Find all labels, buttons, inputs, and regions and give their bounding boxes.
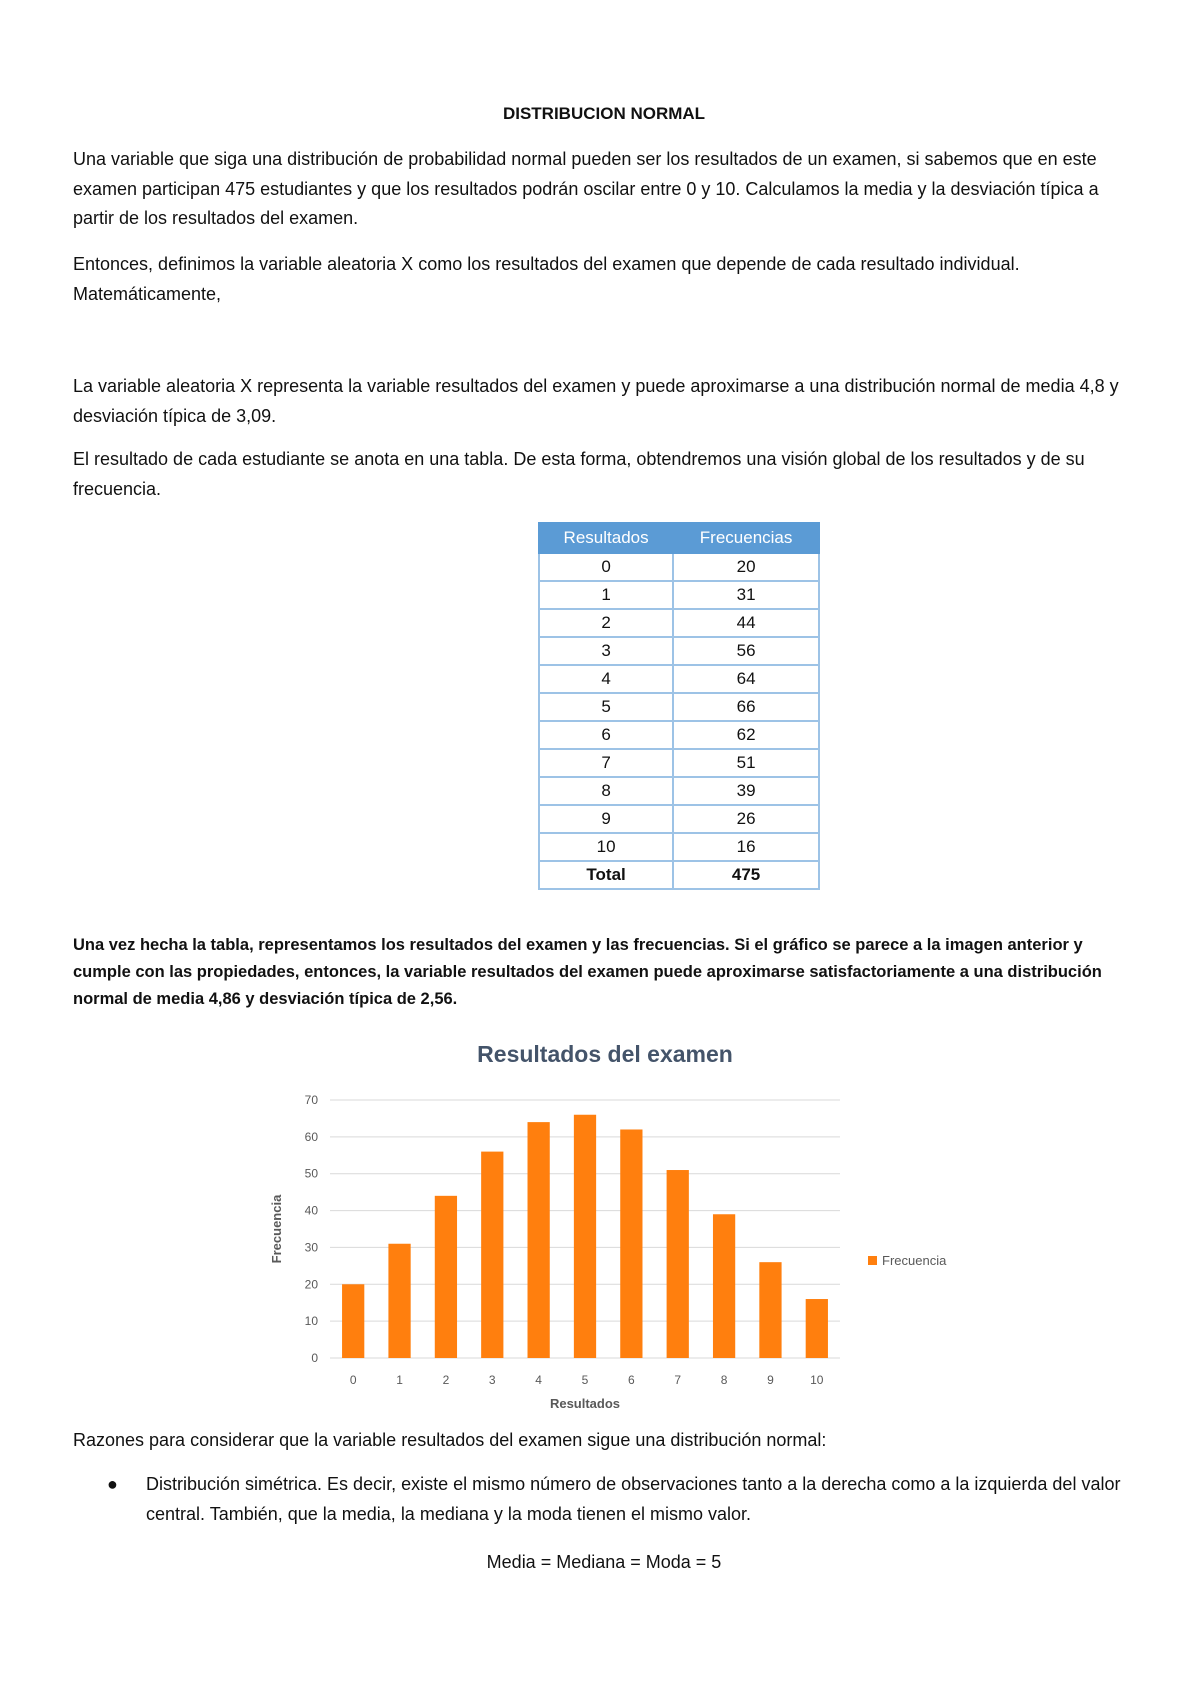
page-title: DISTRIBUCION NORMAL [502, 104, 706, 123]
cell-resultado: 2 [539, 609, 673, 637]
cell-resultado: 7 [539, 749, 673, 777]
cell-resultado: 1 [539, 581, 673, 609]
x-tick-label: 1 [396, 1373, 403, 1387]
x-tick-label: 5 [581, 1373, 589, 1387]
table-row [539, 805, 819, 833]
cell-frecuencia: 51 [673, 749, 819, 777]
table-row [539, 693, 819, 721]
bar [759, 1262, 781, 1358]
chart-title: Resultados del examen [477, 1041, 733, 1067]
y-tick-label: 10 [304, 1314, 318, 1329]
paragraph-intro: Una variable que siga una distribución de probabilidad normal pueden ser los resultados de un examen, si sabemos que en este examen participan 475 estudiantes y que los resultados podrán oscilar entre 0 y 10. Calculamos la media y la desviación típica a partir de los resultados del examen. [73, 149, 1099, 228]
bar-chart [250, 1030, 980, 1430]
y-tick-label: 20 [304, 1277, 318, 1292]
y-tick-label: 40 [304, 1203, 318, 1218]
y-axis-label: Frecuencia [269, 1194, 284, 1264]
x-axis-label: Resultados [549, 1396, 621, 1411]
cell-frecuencia: 62 [673, 721, 819, 749]
x-tick-label: 9 [767, 1373, 774, 1387]
cell-frecuencia: 64 [673, 665, 819, 693]
y-tick-label: 0 [311, 1351, 318, 1365]
cell-frecuencia: 26 [673, 805, 819, 833]
cell-resultado: 8 [539, 777, 673, 805]
x-tick-label: 8 [720, 1373, 728, 1387]
header-resultados: Resultados [539, 523, 673, 553]
total-value: 475 [673, 861, 819, 889]
bar [713, 1214, 735, 1358]
table-row [539, 637, 819, 665]
cell-resultado: 3 [539, 637, 673, 665]
table-row [539, 553, 819, 581]
cell-frecuencia: 39 [673, 777, 819, 805]
y-tick-label: 60 [304, 1129, 318, 1144]
cell-resultado: 6 [539, 721, 673, 749]
x-tick-label: 2 [442, 1373, 450, 1387]
x-tick-label: 3 [488, 1373, 496, 1387]
table-row [539, 833, 819, 861]
bar [806, 1299, 828, 1358]
cell-frecuencia: 20 [673, 553, 819, 581]
bar [435, 1196, 457, 1358]
cell-frecuencia: 31 [673, 581, 819, 609]
table-row [539, 749, 819, 777]
bar [574, 1115, 596, 1358]
cell-resultado: 10 [539, 833, 673, 861]
bar [528, 1122, 550, 1358]
y-tick-label: 70 [304, 1093, 318, 1107]
bar [481, 1152, 503, 1358]
x-tick-label: 4 [535, 1373, 542, 1387]
table-row [539, 581, 819, 609]
table-row [539, 665, 819, 693]
cell-resultado: 5 [539, 693, 673, 721]
bar [342, 1284, 364, 1358]
x-tick-label: 7 [674, 1373, 682, 1387]
y-tick-label: 30 [304, 1240, 318, 1255]
cell-frecuencia: 44 [673, 609, 819, 637]
bar [667, 1170, 689, 1358]
cell-frecuencia: 66 [673, 693, 819, 721]
cell-frecuencia: 56 [673, 637, 819, 665]
bar [620, 1129, 642, 1358]
paragraph-reasons: Razones para considerar que la variable resultados del examen sigue una distribución normal: [73, 1430, 827, 1450]
cell-resultado: 9 [539, 805, 673, 833]
bullet-text: Distribución simétrica. Es decir, existe el mismo número de observaciones tanto a la derecha como a la izquierda del valor central. También, que la media, la mediana y la moda tienen el mismo valor. [146, 1474, 1121, 1524]
total-label: Total [539, 861, 673, 889]
legend-label: Frecuencia [882, 1253, 947, 1268]
table-header-row [539, 523, 819, 553]
bullet-icon: ● [107, 1474, 118, 1494]
paragraph-table-intro: El resultado de cada estudiante se anota en una tabla. De esta forma, obtendremos una visión global de los resultados y de su frecuencia. [73, 449, 1085, 499]
cell-resultado: 0 [539, 553, 673, 581]
bar [388, 1244, 410, 1358]
frequency-table [538, 522, 820, 890]
x-tick-label: 10 [810, 1373, 824, 1387]
cell-frecuencia: 16 [673, 833, 819, 861]
table-row [539, 609, 819, 637]
cell-resultado: 4 [539, 665, 673, 693]
legend-swatch [868, 1256, 877, 1265]
y-tick-label: 50 [304, 1166, 318, 1181]
table-row [539, 777, 819, 805]
formula: Media = Mediana = Moda = 5 [486, 1552, 722, 1572]
x-tick-label: 0 [349, 1373, 357, 1387]
header-frecuencias: Frecuencias [673, 523, 819, 553]
paragraph-chart-intro: Una vez hecha la tabla, representamos los resultados del examen y las frecuencias. Si el gráfico se parece a la imagen anterior y cumple con las propiedades, entonces, la variable resultados del examen puede aproximarse satisfactoriamente a una distribución normal de media 4,86 y desviación típica de 2,56. [73, 936, 1102, 1008]
paragraph-definition: Entonces, definimos la variable aleatoria X como los resultados del examen que depende de cada resultado individual. Matemáticamente, [73, 254, 1020, 304]
paragraph-approximation: La variable aleatoria X representa la variable resultados del examen y puede aproximarse a una distribución normal de media 4,8 y desviación típica de 3,09. [73, 376, 1119, 426]
table-row [539, 721, 819, 749]
table-body [539, 553, 819, 889]
x-tick-label: 6 [628, 1373, 635, 1387]
table-total-row [539, 861, 819, 889]
